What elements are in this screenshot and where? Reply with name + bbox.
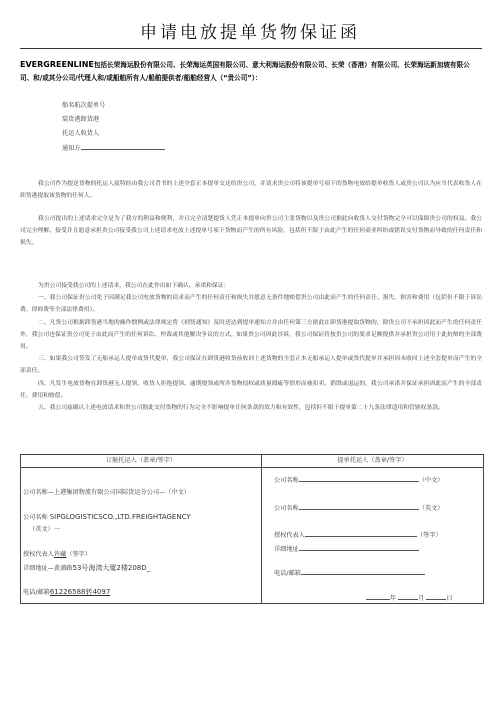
left-rep-row: 授权代表人许藏（签字） [23,551,92,558]
signature-table [20,454,484,604]
month-field[interactable] [398,593,418,600]
field-shipper-consignee: 托运人收货人 [62,130,100,138]
notify-party-line[interactable] [81,143,165,150]
booking-shipper-header: 订舱托运人（盖章/签字） [21,455,261,468]
right-company-cn-field[interactable] [299,475,419,482]
left-company-en: SIPGLOGISTICSCO.,LTD.FREIGHTAGENCY [49,513,191,521]
left-phone-row: 电话/邮箱61226588转4097 [23,588,111,596]
commitment-item: 二、凡货公司根据卸货港当地的操作惯例或法律规定将《到货通知》及时送达到提单通知方并由任何第三方据此在卸货港提取货物的，除贵公司不承担因此而产生的任何责任外，我公司也保证贵公司免于由此而产生的任何诉讼、仲裁或其他解决争议的方式。如果贵公司因此涉诉，我公司保证将按贵公司的要求足额提供并承担贵公司用于此抗辩的全部费用。 [20,319,482,351]
left-address-row: 详细地址—黄浦路53号海湾大厦2楼208D_ [23,564,151,572]
right-phone-field[interactable] [301,568,425,575]
right-address-field[interactable] [299,544,419,551]
right-rep-row: 授权代表人 （签字） [274,532,442,539]
right-company-en-field[interactable] [299,503,419,510]
right-company-cn-row: 公司名称 （中文） [274,477,444,484]
addressee-text: 包括长荣海运股份有限公司、长荣海运英国有限公司、意大利海运股份有限公司、长荣（香港）有限公司、长荣海运新加坡有限公司、和/或其分公司/代理人和/或船舶所有人/船舶提供者/船舶经营人（“贵公司”）： [20,61,470,82]
bl-shipper-header: 提单托运人（盖章/签字） [262,455,483,468]
day-field[interactable] [426,593,446,600]
addressee-block [20,58,482,85]
paragraph-risk: 我公司提出的上述请求完全是为了我方的利益和便利，并且完全清楚提货人凭正本提单向贵公司主张货物以及贵公司据此向收货人交付货物完全可以保障贵公司的权益。我公司完全理解、接受并且愿意承担贵公司接受我公司上述请求电放上述提单号项下货物而产生的所有风险，包括但不限于由此产生的任何商业纠纷或错误交付货物而导致的任何责任和损失。 [20,216,482,247]
year-field[interactable] [366,593,390,600]
field-notify-party: 通知方 [62,142,165,156]
commitment-item: 一、我公司保证贵公司免于因满足我公司电放货物的请求而产生的任何责任和损失并愿意无条件地赔偿贵公司由此而产生的任何责任、损失、损害和费用（包括但不限于诉讼费、律师费等全部法律费用）。 [20,295,482,314]
left-phone-value: 61226588转4097 [49,588,111,596]
field-ports: 装货港卸货港 [62,116,100,124]
field-vessel-voyage-bl: 船名航次提单号 [62,102,106,109]
page-title: 申请电放提单货物保证函 [140,23,360,43]
title-divider [20,48,482,49]
right-date-row: 年 月 日 [366,593,453,602]
bl-shipper-column [262,455,483,603]
left-address-value: 53号海湾大厦2楼208D_ [72,564,151,572]
left-rep-name: 许藏 [53,551,67,558]
shipment-fields [62,99,165,156]
commitment-item: 五、我公司兹确认上述电放请求和贵公司据此交付货物的行为完全不影响提单任何条款的效力和有效性，包括但不限于提单第二十九条法律适用和管辖权条款。 [38,405,444,412]
commitments-intro: 为贵公司接受我公司的上述请求，我公司在此作出如下确认、承诺和保证： [38,283,230,289]
right-phone-row: 电话/邮箱 [274,568,425,577]
commitment-item: 四、凡发生电放货物在卸货港无人提领、收货人拒绝提领、逾期提领或所涉货物侵权或质量瑕疵等情形而被扣卖、销毁或退运的，我公司承诺并保证承担因此而产生的全部责任、费用和赔偿。 [20,380,482,399]
left-company-en-row: 公司名称 SIPGLOGISTICSCO.,LTD.FREIGHTAGENCY [23,513,191,521]
commitment-item: 三、如果我公司签发了无船承运人提单或货代提单，我公司保证在卸货港收货前收回上述货物的全套正本无船承运人提单或货代提单并承担因未收回上述全套提单而产生的全部责任。 [20,356,482,375]
right-company-en-row: 公司名称 （英文） [274,505,444,512]
left-en-suffix: （英文）一 [29,526,60,533]
paragraph-request: 我公司作为提送货物的托运人兹特经由我公司背书的上述全套正本提单交还给贵公司，并请求贵公司将该提单号项下的货物电放给提单收货人或贵公司认为应当代表收货人在卸货港提取该货物的任何人。 [20,181,482,200]
right-address-row: 详细地址 [274,544,419,553]
left-company-cn: 公司名称—上港集团物流有限公司国际货运分公司—（中文） [23,489,191,496]
carrier-name: EVERGREENLINE [20,60,94,69]
paragraph-commitments [20,280,482,414]
right-rep-field[interactable] [305,530,417,537]
booking-shipper-column [21,455,262,603]
